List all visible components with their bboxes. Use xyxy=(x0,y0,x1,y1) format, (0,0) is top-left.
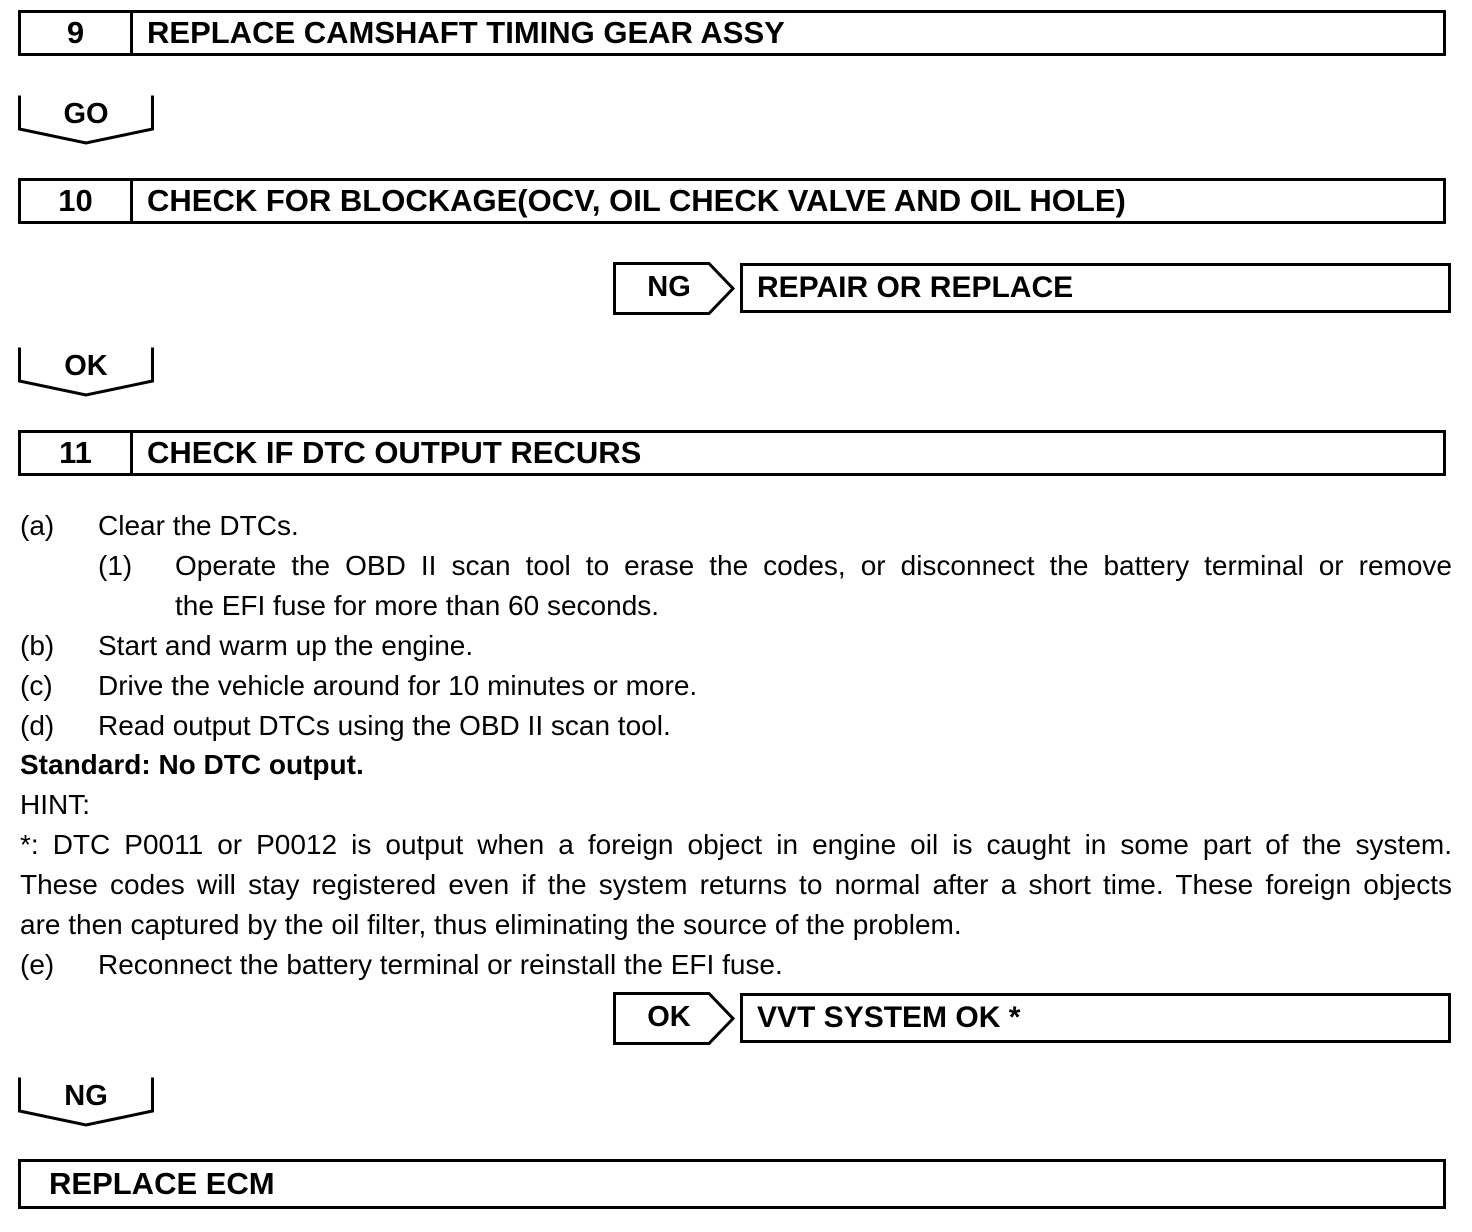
go-flow-arrow xyxy=(18,94,156,146)
substep-text-line: the EFI fuse for more than 60 seconds. xyxy=(175,590,660,621)
hint-label: HINT: xyxy=(20,789,90,820)
hint-text-line: These codes will stay registered even if the system returns to normal after a short time. These foreign objects xyxy=(20,869,1452,900)
ok-flow-arrow xyxy=(613,992,737,1046)
ng-flow-arrow xyxy=(613,262,737,316)
step-number: 10 xyxy=(21,181,133,221)
step-11-header xyxy=(18,430,1446,476)
flow-label: NG xyxy=(64,1080,108,1112)
final-action-title: REPLACE ECM xyxy=(49,1166,275,1201)
step-text: Read output DTCs using the OBD II scan tool. xyxy=(98,710,671,741)
step-title: CHECK FOR BLOCKAGE(OCV, OIL CHECK VALVE AND OIL HOLE) xyxy=(147,183,1126,218)
hint-text-line: are then captured by the oil filter, thus eliminating the source of the problem. xyxy=(20,909,962,940)
substep-marker: (1) xyxy=(98,550,133,581)
ok-result-box: VVT SYSTEM OK * xyxy=(740,993,1451,1043)
step-text: Drive the vehicle around for 10 minutes or more. xyxy=(98,670,698,701)
step-marker: (d) xyxy=(20,710,55,741)
hint-text-line: *: DTC P0011 or P0012 is output when a foreign object in engine oil is caught in some part of the system. xyxy=(20,829,1452,860)
step-10-header xyxy=(18,178,1446,224)
step-text: Reconnect the battery terminal or reinstall the EFI fuse. xyxy=(98,949,783,980)
step-marker: (c) xyxy=(20,670,53,701)
step-number: 11 xyxy=(21,433,133,473)
ng-flow-arrow xyxy=(18,1076,156,1128)
flow-label: NG xyxy=(647,271,691,303)
flow-label: GO xyxy=(63,98,109,130)
step-text: Clear the DTCs. xyxy=(98,510,299,541)
substep-text-line: Operate the OBD II scan tool to erase the codes, or disconnect the battery terminal or remove xyxy=(175,550,1452,581)
step-marker: (a) xyxy=(20,510,55,541)
step-9-header xyxy=(18,10,1446,56)
final-action-box xyxy=(18,1159,1446,1209)
flow-label: OK xyxy=(64,350,108,382)
step-marker: (e) xyxy=(20,949,55,980)
flow-label: OK xyxy=(647,1001,691,1033)
ok-flow-arrow xyxy=(18,346,156,398)
step-title: CHECK IF DTC OUTPUT RECURS xyxy=(147,435,642,470)
step-title: REPLACE CAMSHAFT TIMING GEAR ASSY xyxy=(147,15,785,50)
step-text: Start and warm up the engine. xyxy=(98,630,474,661)
standard-text: Standard: No DTC output. xyxy=(20,749,364,780)
step-number: 9 xyxy=(21,13,133,53)
ng-result-box: REPAIR OR REPLACE xyxy=(740,263,1451,313)
step-marker: (b) xyxy=(20,630,55,661)
